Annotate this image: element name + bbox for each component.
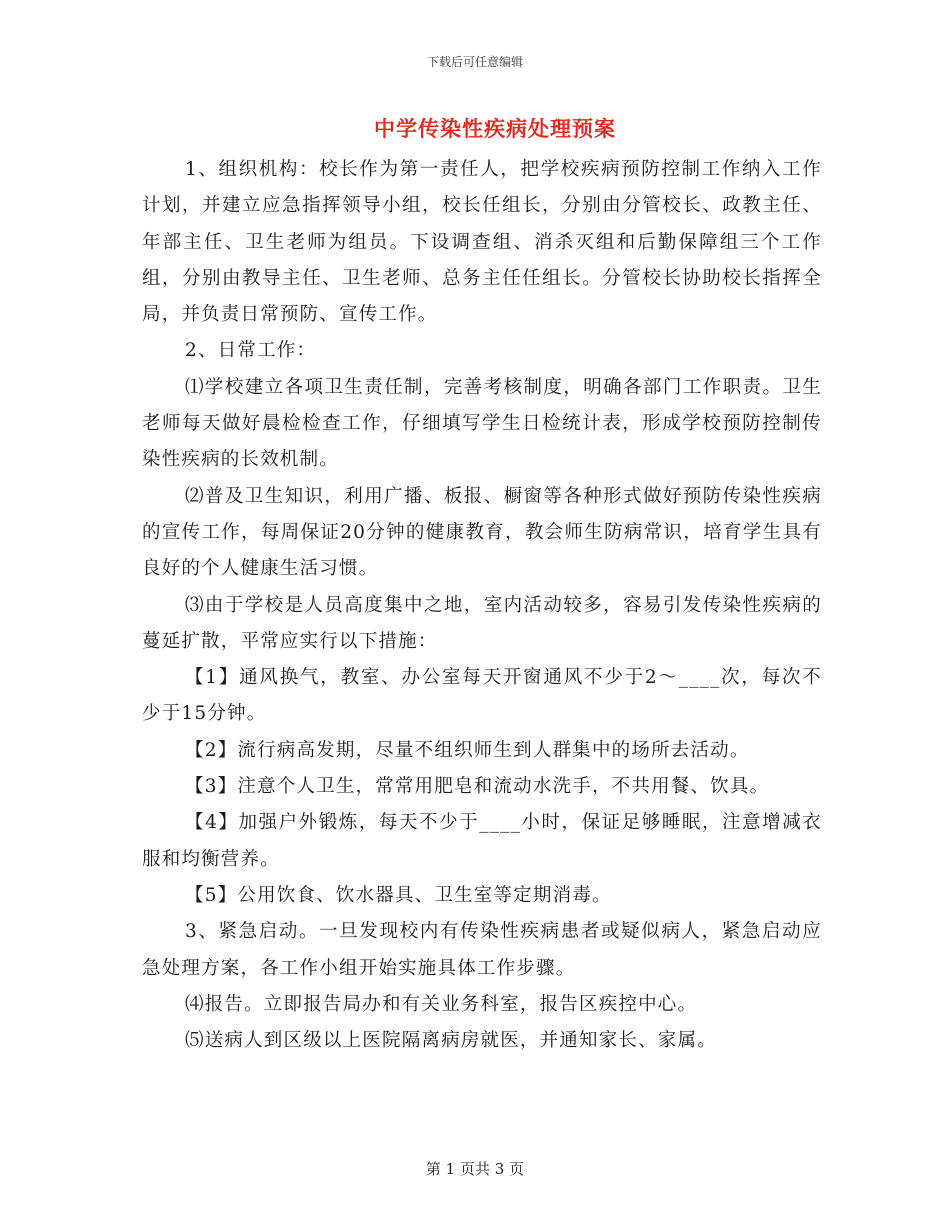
measure-2: 【2】流行病高发期，尽量不组织师生到人群集中的场所去活动。 — [185, 739, 750, 761]
document-body — [142, 152, 822, 1059]
measure-3: 【3】注意个人卫生，常常用肥皂和流动水洗手，不共用餐、饮具。 — [185, 776, 770, 798]
paragraph-organization: 1、组织机构：校长作为第一责任人，把学校疾病预防控制工作纳入工作计划，并建立应急指挥领导小组，校长任组长，分别由分管校长、政教主任、年部主任、卫生老师为组员。下设调查组、消杀灭组和后勤保障组三个工作组，分别由教导主任、卫生老师、总务主任任组长。分管校长协助校长指挥全局，并负责日常预防、宣传工作。 — [142, 159, 822, 326]
paragraph-item-2: ⑵普及卫生知识，利用广播、板报、橱窗等各种形式做好预防传染性疾病的宣传工作，每周保证20分钟的健康教育，教会师生防病常识，培育学生具有良好的个人健康生活习惯。 — [142, 485, 822, 580]
measure-5: 【5】公用饮食、饮水器具、卫生室等定期消毒。 — [185, 884, 612, 906]
header-note: 下载后可任意编辑 — [426, 55, 523, 69]
paragraph-item-1: ⑴学校建立各项卫生责任制，完善考核制度，明确各部门工作职责。卫生老师每天做好晨检检查工作，仔细填写学生日检统计表，形成学校预防控制传染性疾病的长效机制。 — [142, 376, 822, 471]
paragraph-daily-work-heading: 2、日常工作： — [185, 340, 317, 362]
page-number: 第 1 页共 3 页 — [425, 1160, 525, 1178]
paragraph-item-4: ⑷报告。立即报告局办和有关业务科室，报告区疾控中心。 — [185, 993, 698, 1015]
measure-4: 【4】加强户外锻炼，每天不少于____小时，保证足够睡眠，注意增减衣服和均衡营养。 — [142, 812, 822, 870]
measure-1: 【1】通风换气，教室、办公室每天开窗通风不少于2～____次，每次不少于15分钟。 — [142, 667, 822, 725]
paragraph-item-5: ⑸送病人到区级以上医院隔离病房就医，并通知家长、家属。 — [185, 1030, 717, 1052]
document-title: 中学传染性疾病处理预案 — [374, 116, 616, 141]
paragraph-emergency-start: 3、紧急启动。一旦发现校内有传染性疾病患者或疑似病人，紧急启动应急处理方案，各工作小组开始实施具体工作步骤。 — [142, 921, 822, 979]
paragraph-item-3: ⑶由于学校是人员高度集中之地，室内活动较多，容易引发传染性疾病的蔓延扩散，平常应实行以下措施： — [142, 594, 822, 652]
